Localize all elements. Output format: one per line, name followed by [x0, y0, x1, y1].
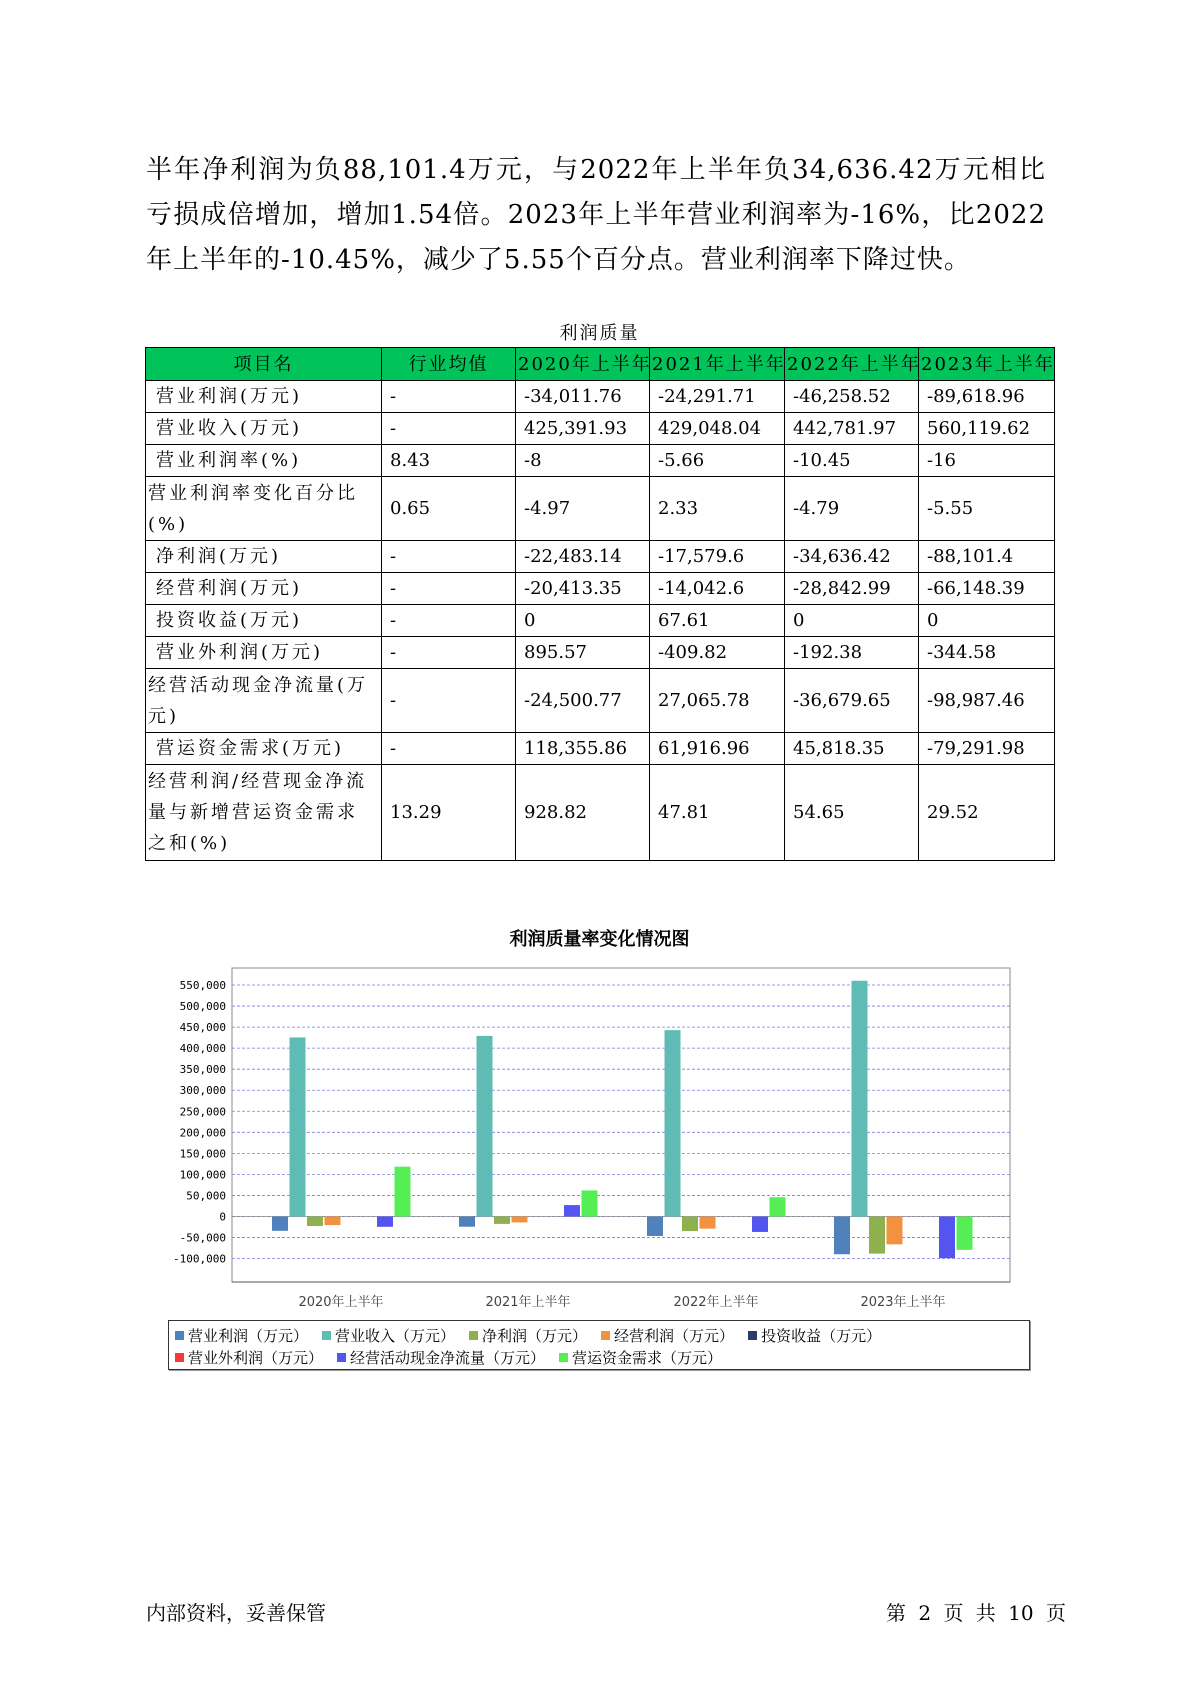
- legend-item: [559, 1347, 722, 1368]
- table-cell: -: [382, 669, 516, 733]
- legend-label: 经营活动现金净流量（万元）: [350, 1348, 546, 1367]
- legend-item: [322, 1325, 455, 1346]
- y-tick-label: 550,000: [179, 979, 226, 992]
- table-cell: 29.52: [919, 765, 1055, 861]
- table-cell: -14,042.6: [650, 573, 785, 605]
- row-label: 营运资金需求(万元): [146, 733, 382, 765]
- table-cell: 928.82: [516, 765, 650, 861]
- table-cell: 67.61: [650, 605, 785, 637]
- bar-净利润（万元）: [869, 1217, 885, 1254]
- row-label: 净利润(万元): [146, 541, 382, 573]
- row-label: 营业利润率变化百分比(%): [146, 477, 382, 541]
- header-cell: 2020年上半年: [516, 348, 650, 381]
- row-label: 经营活动现金净流量(万元): [146, 669, 382, 733]
- y-tick-label: 450,000: [179, 1021, 226, 1035]
- table-cell: -79,291.98: [919, 733, 1055, 765]
- footer-confidential-note: 内部资料，妥善保管: [146, 1601, 326, 1625]
- table-cell: -409.82: [650, 637, 785, 669]
- table-cell: -5.55: [919, 477, 1055, 541]
- table-cell: -28,842.99: [785, 573, 919, 605]
- bar-营业利润（万元）: [272, 1217, 288, 1231]
- table-cell: -: [382, 573, 516, 605]
- table-cell: -4.97: [516, 477, 650, 541]
- bar-经营活动现金净流量（万元）: [377, 1217, 393, 1227]
- table-cell: 0.65: [382, 477, 516, 541]
- table-cell: 442,781.97: [785, 413, 919, 445]
- table-cell: -: [382, 637, 516, 669]
- table-cell: -: [382, 541, 516, 573]
- table-cell: 45,818.35: [785, 733, 919, 765]
- bar-营业收入（万元）: [477, 1036, 493, 1217]
- y-tick-label: 200,000: [179, 1126, 226, 1140]
- header-cell: 2021年上半年: [650, 348, 785, 381]
- bar-营运资金需求（万元）: [957, 1217, 973, 1250]
- legend-swatch: [559, 1353, 568, 1362]
- chart-title: 利润质量率变化情况图: [509, 929, 690, 950]
- header-cell: 行业均值: [382, 348, 516, 381]
- row-label: 营业收入(万元): [146, 413, 382, 445]
- y-tick-label: 100,000: [179, 1168, 226, 1182]
- table-cell: -89,618.96: [919, 381, 1055, 413]
- bar-营业收入（万元）: [290, 1037, 306, 1216]
- bar-净利润（万元）: [682, 1217, 698, 1232]
- legend-label: 营业利润（万元）: [188, 1326, 309, 1345]
- y-tick-label: 400,000: [179, 1042, 226, 1056]
- bar-营业收入（万元）: [852, 981, 868, 1217]
- legend-swatch: [337, 1353, 346, 1362]
- bar-营运资金需求（万元）: [395, 1167, 411, 1217]
- table-cell: 560,119.62: [919, 413, 1055, 445]
- table-cell: 429,048.04: [650, 413, 785, 445]
- legend-item: [337, 1347, 545, 1368]
- table-cell: -34,636.42: [785, 541, 919, 573]
- legend-item: [601, 1325, 734, 1346]
- bar-经营利润（万元）: [887, 1217, 903, 1245]
- legend-swatch: [748, 1331, 757, 1340]
- bar-经营活动现金净流量（万元）: [564, 1205, 580, 1216]
- table-cell: -24,500.77: [516, 669, 650, 733]
- table-cell: -5.66: [650, 445, 785, 477]
- x-category-label: 2022年上半年: [673, 1295, 759, 1310]
- legend-label: 营业收入（万元）: [335, 1326, 456, 1345]
- table-cell: -17,579.6: [650, 541, 785, 573]
- bar-经营活动现金净流量（万元）: [939, 1217, 955, 1259]
- y-tick-label: 300,000: [179, 1084, 226, 1098]
- bar-营运资金需求（万元）: [582, 1190, 598, 1216]
- table-cell: 0: [785, 605, 919, 637]
- header-cell: 项目名: [146, 348, 382, 381]
- table-cell: -36,679.65: [785, 669, 919, 733]
- x-category-label: 2023年上半年: [860, 1295, 946, 1310]
- y-tick-label: 250,000: [179, 1105, 226, 1119]
- table-cell: -4.79: [785, 477, 919, 541]
- chart-legend: [168, 1320, 1030, 1370]
- bar-营业利润（万元）: [459, 1217, 475, 1227]
- legend-item: [175, 1347, 323, 1368]
- legend-label: 净利润（万元）: [482, 1326, 588, 1345]
- bar-营业利润（万元）: [647, 1217, 663, 1236]
- bar-净利润（万元）: [494, 1217, 510, 1224]
- legend-swatch: [469, 1331, 478, 1340]
- y-tick-label: 350,000: [179, 1063, 226, 1077]
- table-cell: -22,483.14: [516, 541, 650, 573]
- x-category-label: 2021年上半年: [485, 1295, 571, 1310]
- row-label: 营业利润率(%): [146, 445, 382, 477]
- table-cell: -16: [919, 445, 1055, 477]
- legend-label: 投资收益（万元）: [761, 1326, 882, 1345]
- table-cell: -192.38: [785, 637, 919, 669]
- y-tick-label: 50,000: [186, 1189, 226, 1203]
- table-cell: -8: [516, 445, 650, 477]
- table-cell: 118,355.86: [516, 733, 650, 765]
- footer-page-number: 第 2 页 共 10 页: [886, 1601, 1066, 1625]
- bar-净利润（万元）: [307, 1217, 323, 1226]
- body-paragraph: 半年净利润为负88,101.4万元，与2022年上半年负34,636.42万元相比亏损成倍增加，增加1.54倍。2023年上半年营业利润率为-16%，比2022年上半年的-10.45%，减少了5.55个百分点。营业利润率下降过快。: [146, 155, 1046, 275]
- table-cell: -344.58: [919, 637, 1055, 669]
- legend-swatch: [175, 1331, 184, 1340]
- row-label: 经营利润(万元): [146, 573, 382, 605]
- row-label: 营业利润(万元): [146, 381, 382, 413]
- table-cell: -: [382, 605, 516, 637]
- legend-swatch: [322, 1331, 331, 1340]
- legend-item: [175, 1325, 308, 1346]
- table-cell: -66,148.39: [919, 573, 1055, 605]
- bar-经营活动现金净流量（万元）: [752, 1217, 768, 1232]
- legend-label: 经营利润（万元）: [614, 1326, 735, 1345]
- table-cell: -34,011.76: [516, 381, 650, 413]
- table-cell: 61,916.96: [650, 733, 785, 765]
- row-label: 营业外利润(万元): [146, 637, 382, 669]
- y-tick-label: 500,000: [179, 1000, 226, 1014]
- table-cell: 0: [919, 605, 1055, 637]
- table-cell: -: [382, 413, 516, 445]
- legend-swatch: [601, 1331, 610, 1340]
- y-tick-label: 150,000: [179, 1147, 226, 1161]
- bar-经营利润（万元）: [325, 1217, 341, 1226]
- table-cell: 54.65: [785, 765, 919, 861]
- bar-经营利润（万元）: [700, 1217, 716, 1229]
- legend-item: [469, 1325, 587, 1346]
- table-cell: 2.33: [650, 477, 785, 541]
- row-label: 投资收益(万元): [146, 605, 382, 637]
- legend-label: 营运资金需求（万元）: [572, 1348, 723, 1367]
- table-caption: 利润质量: [559, 323, 640, 344]
- x-category-label: 2020年上半年: [298, 1295, 384, 1310]
- table-cell: 8.43: [382, 445, 516, 477]
- header-cell: 2023年上半年: [919, 348, 1055, 381]
- y-tick-label: -100,000: [173, 1252, 226, 1266]
- table-cell: 13.29: [382, 765, 516, 861]
- table-cell: -20,413.35: [516, 573, 650, 605]
- table-cell: -88,101.4: [919, 541, 1055, 573]
- bar-营业收入（万元）: [665, 1030, 681, 1216]
- table-cell: -98,987.46: [919, 669, 1055, 733]
- table-cell: 425,391.93: [516, 413, 650, 445]
- bar-营业利润（万元）: [834, 1217, 850, 1255]
- bar-营运资金需求（万元）: [770, 1197, 786, 1216]
- y-tick-label: -50,000: [179, 1231, 226, 1245]
- legend-item: [748, 1325, 881, 1346]
- bar-经营利润（万元）: [512, 1217, 528, 1223]
- table-cell: 47.81: [650, 765, 785, 861]
- table-cell: 895.57: [516, 637, 650, 669]
- table-cell: -10.45: [785, 445, 919, 477]
- legend-swatch: [175, 1353, 184, 1362]
- table-cell: 27,065.78: [650, 669, 785, 733]
- table-cell: -: [382, 733, 516, 765]
- table-cell: -24,291.71: [650, 381, 785, 413]
- legend-label: 营业外利润（万元）: [188, 1348, 324, 1367]
- y-tick-label: 0: [219, 1210, 226, 1224]
- table-cell: -46,258.52: [785, 381, 919, 413]
- table-cell: -: [382, 381, 516, 413]
- header-cell: 2022年上半年: [785, 348, 919, 381]
- row-label: 经营利润/经营现金净流量与新增营运资金需求之和(%): [146, 765, 382, 861]
- table-cell: 0: [516, 605, 650, 637]
